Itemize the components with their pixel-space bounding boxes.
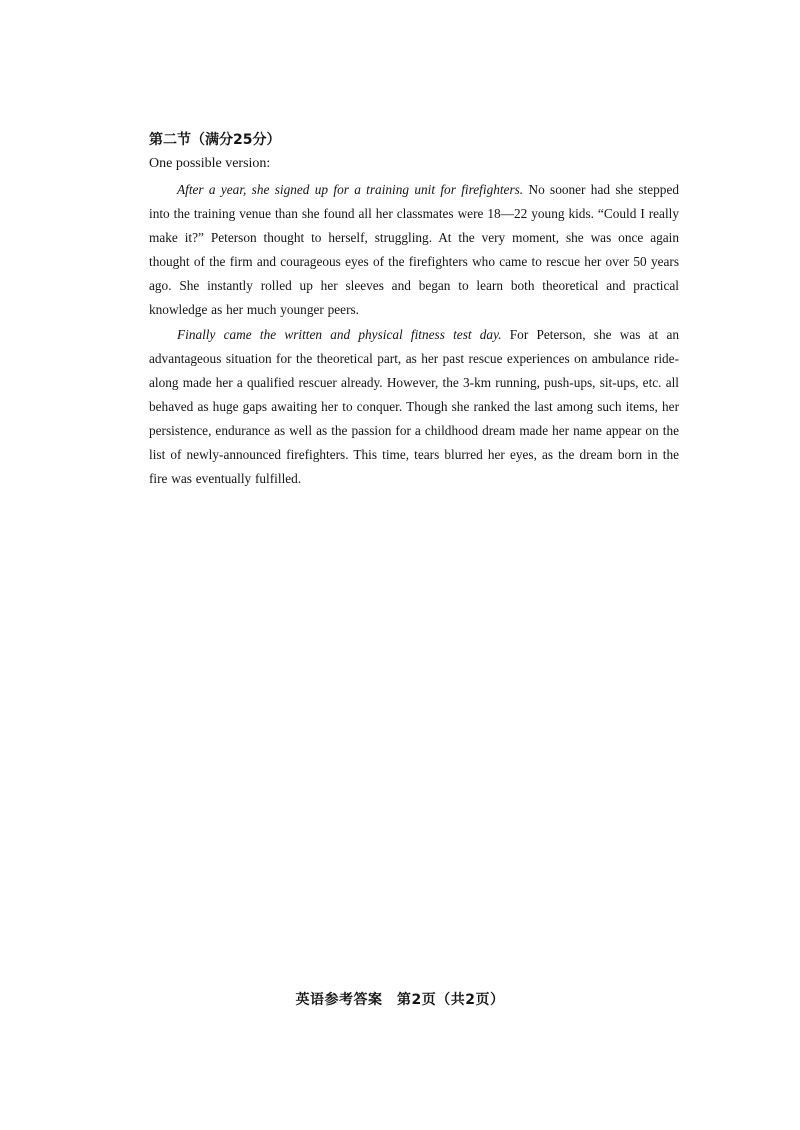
paragraph-2-lead-sentence: Finally came the written and physical fitness test day. [177,327,502,342]
version-intro: One possible version: [149,156,271,171]
answer-content [149,128,679,491]
paragraph-1-lead-sentence: After a year, she signed up for a training unit for firefighters. [177,182,524,197]
paragraph-1-body: No sooner had she stepped into the training venue than she found all her classmates were 18—22 young kids. “Could I really make it?” Peterson thought to herself, struggling. At the very moment, she was once again thought of the firm and courageous eyes of the firefighters who came to rescue her over 50 years ago. She instantly rolled up her sleeves and began to learn both theoretical and practical knowledge as her much younger peers. [149,182,679,317]
page-footer: 英语参考答案 第2页（共2页） [295,992,505,1008]
paragraph-1 [149,178,679,322]
paragraph-2 [149,323,679,491]
paragraph-2-body: For Peterson, she was at an advantageous situation for the theoretical part, as her past rescue experiences on ambulance ride-along made her a qualified rescuer already. However, the 3-km running, push-ups, sit-ups, etc. all behaved as huge gaps awaiting her to conquer. Though she ranked the last among such items, her persistence, endurance as well as the passion for a childhood dream made her name appear on the list of newly-announced firefighters. This time, tears blurred her eyes, as the dream born in the fire was eventually fulfilled. [149,327,679,486]
section-heading: 第二节（满分25分） [149,132,281,148]
